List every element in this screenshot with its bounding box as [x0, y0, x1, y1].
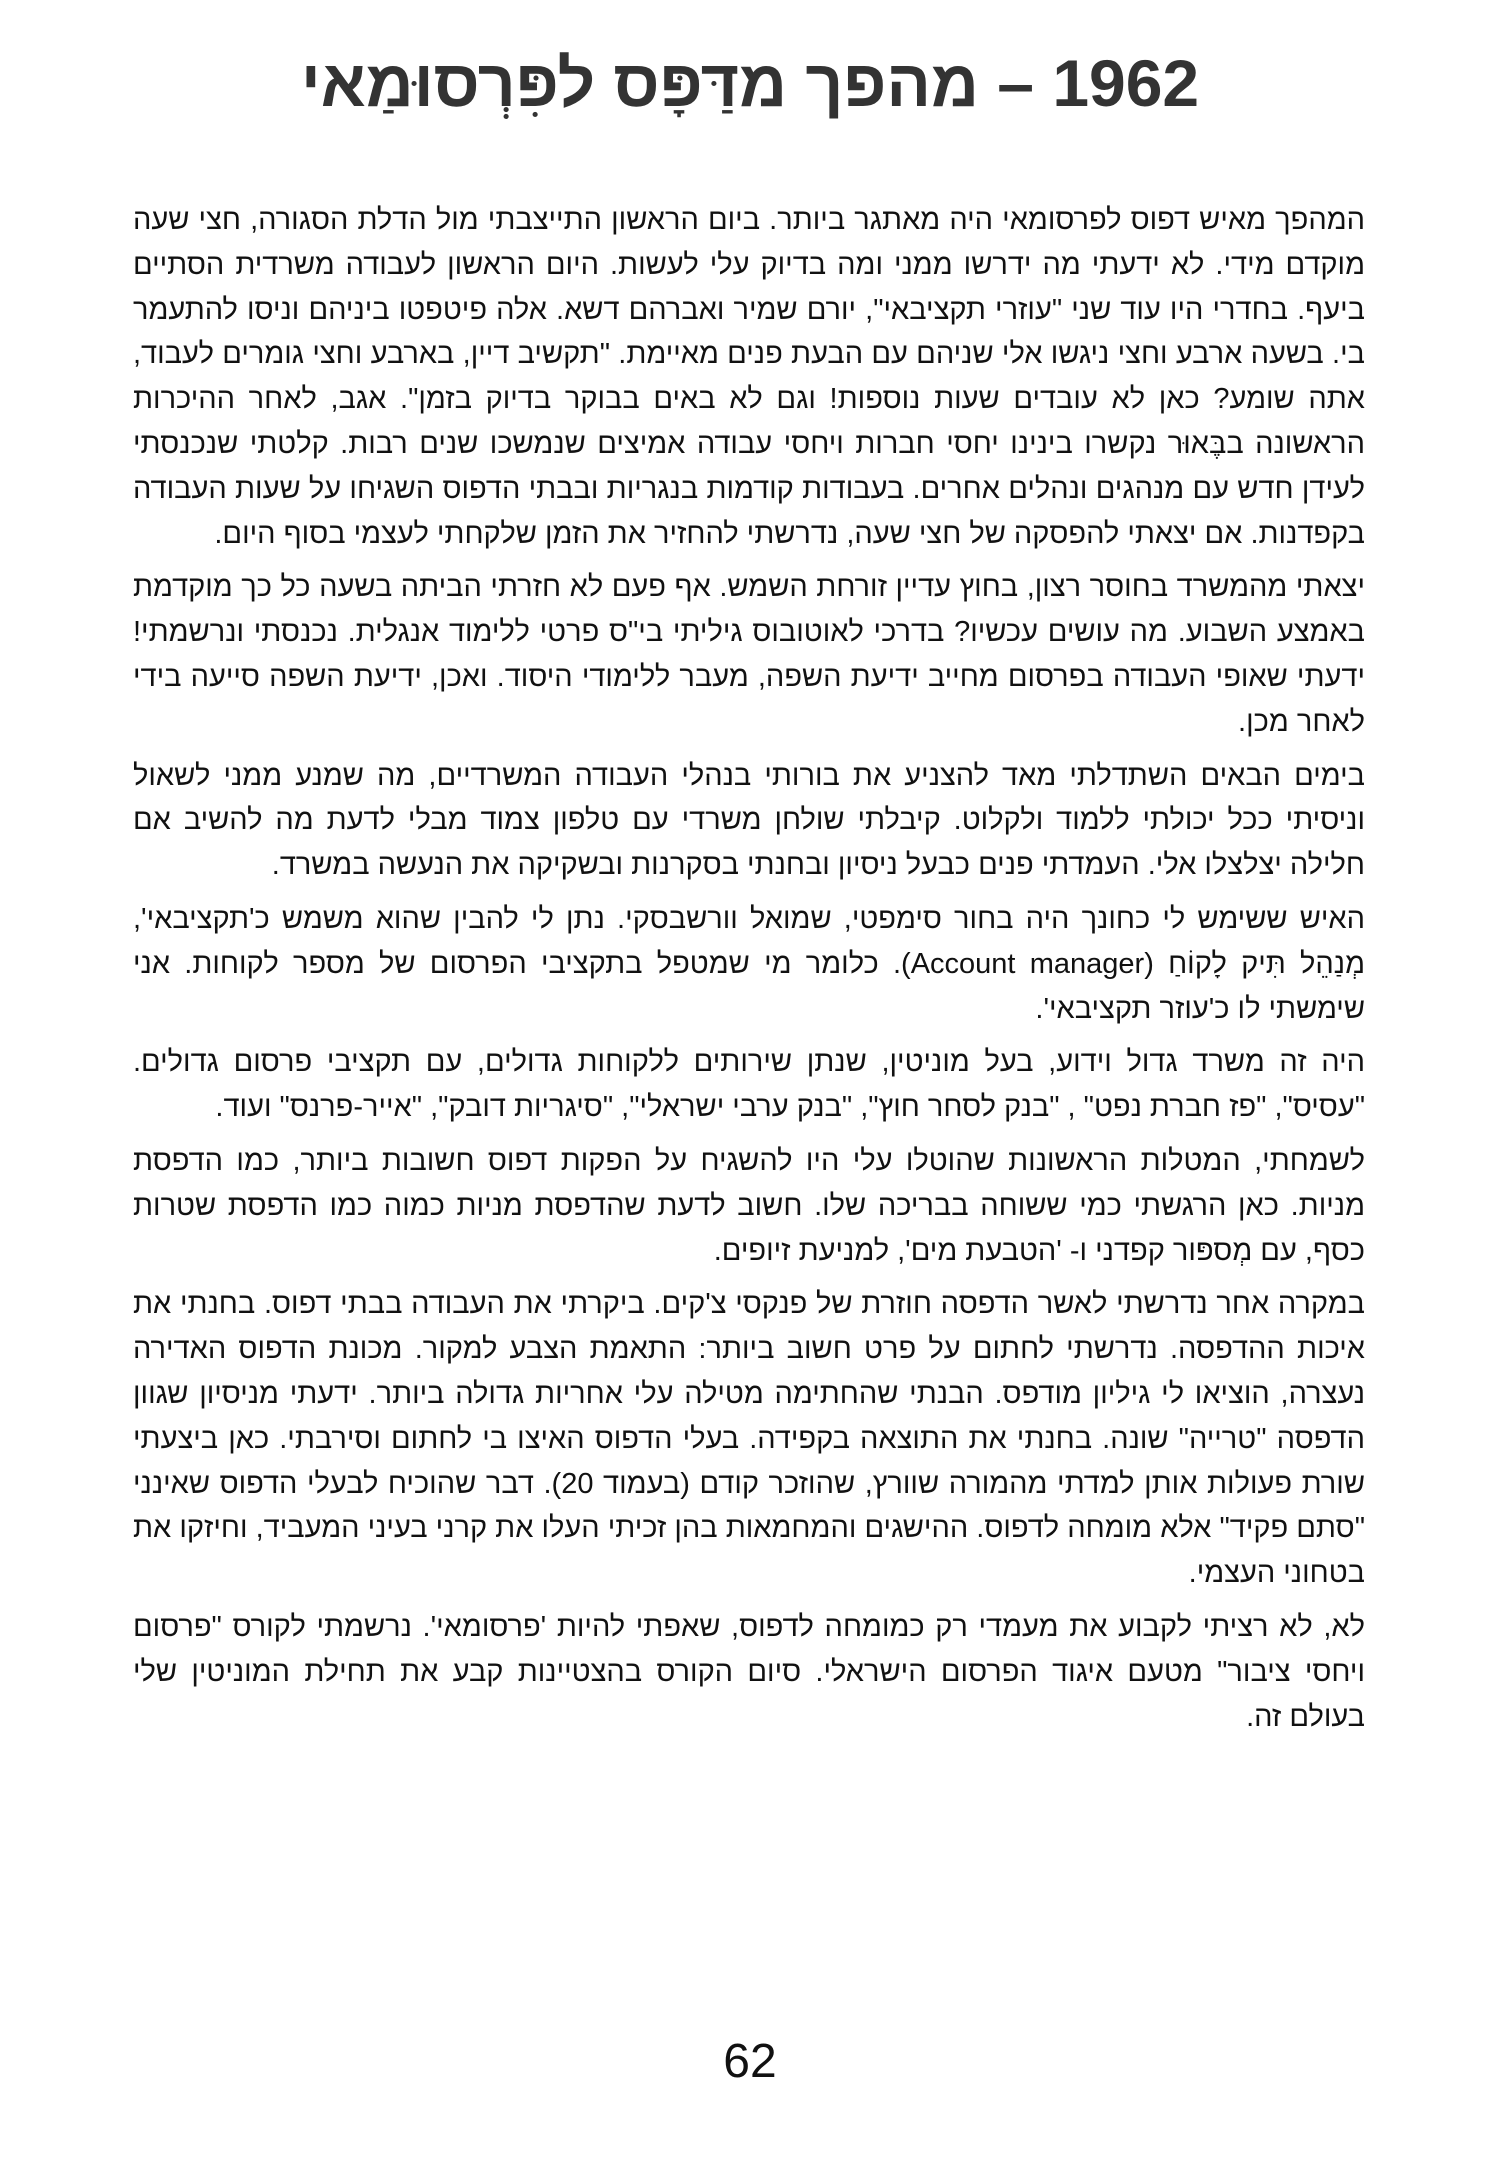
- page-title: [150, 38, 1350, 128]
- body-text: [133, 198, 1365, 1748]
- paragraph-5: היה זה משרד גדול וידוע, בעל מוניטין, שנתן שירותים ללקוחות גדולים, עם תקציבי פרסום גדולים. "עסיס", "פז חברת נפט" , "בנק לסחר חוץ", "בנק ערבי ישראלי", "סיגריות דובק", "אייר-פרנס" ועוד.: [133, 1046, 1365, 1124]
- paragraph-3: בימים הבאים השתדלתי מאד להצניע את בורותי בנהלי העבודה המשרדיים, מה שמנע ממני לשאול וניסיתי ככל יכולתי ללמוד ולקלוט. קיבלתי שולחן משרדי עם טלפון צמוד מבלי לדעת מה להשיב אם חלילה יצלצלו אלי. העמדתי פנים כבעל ניסיון ובחנתי בסקרנות ובשקיקה את הנעשה במשרד.: [133, 759, 1365, 882]
- paragraph-2: יצאתי מהמשרד בחוסר רצון, בחוץ עדיין זורחת השמש. אף פעם לא חזרתי הביתה בשעה כל כך מוקדמת באמצע השבוע. מה עושים עכשיו? בדרכי לאוטובוס גיליתי בי"ס פרטי ללימוד אנגלית. נכנסתי ונרשמתי! ידעתי שאופי העבודה בפרסום מחייב ידיעת השפה, מעבר ללימודי היסוד. ואכן, ידיעת השפה סייעה בידי לאחר מכן.: [133, 571, 1365, 738]
- paragraph-1: המהפך מאיש דפוס לפרסומאי היה מאתגר ביותר. ביום הראשון התייצבתי מול הדלת הסגורה, חצי שעה מוקדם מידי. לא ידעתי מה ידרשו ממני ומה בדיוק עלי לעשות. היום הראשון לעבודה משרדית הסתיים ביעף. בחדרי היו עוד שני "עוזרי תקציבאי", יורם שמיר ואברהם דשא. אלה פיטפטו ביניהם וניסו להתעמר בי. בשעה ארבע וחצי ניגשו אלי שניהם עם הבעת פנים מאיימת. "תקשיב דיין, בארבע וחצי גומרים לעבוד, אתה שומע? כאן לא עובדים שעות נוספות! וגם לא באים בבוקר בדיוק בזמן". אגב, לאחר ההיכרות הראשונה בבֶּאוּר נקשרו בינינו יחסי חברות ויחסי עבודה אמיצים שנמשכו שנים רבות. קלטתי שנכנסתי לעידן חדש עם מנהגים ונהלים אחרים. בעבודות קודמות בנגריות ובבתי הדפוס השגיחו על שעות העבודה בקפדנות. אם יצאתי להפסקה של חצי שעה, נדרשתי להחזיר את הזמן שלקחתי לעצמי בסוף היום.: [133, 204, 1365, 550]
- paragraph-4: האיש ששימש לי כחונך היה בחור סימפטי, שמואל וורשבסקי. נתן לי להבין שהוא משמש כ'תקציבאי', מְנַהֵל תִּיק לָקוֹחַ (Account manager). כלומר מי שמטפל בתקציבי הפרסום של מספר לקוחות. אני שימשתי לו כ'עוזר תקציבאי'.: [133, 902, 1366, 1025]
- paragraph-6: לשמחתי, המטלות הראשונות שהוטלו עלי היו להשגיח על הפקות דפוס חשובות ביותר, כמו הדפסת מניות. כאן הרגשתי כמי ששוחה בבריכה שלו. חשוב לדעת שהדפסת מניות כמוה כמו הדפסת שטרות כסף, עם מְספּור קפדני ו- 'הטבעת מים', למניעת זיופים.: [133, 1144, 1365, 1267]
- paragraph-7: במקרה אחר נדרשתי לאשר הדפסה חוזרת של פנקסי צ'קים. ביקרתי את העבודה בבתי דפוס. בחנתי את איכות ההדפסה. נדרשתי לחתום על פרט חשוב ביותר: התאמת הצבע למקור. מכונת הדפוס האדירה נעצרה, הוציאו לי גיליון מודפס. הבנתי שהחתימה מטילה עלי אחריות גדולה ביותר. ידעתי מניסיון שגוון הדפסה "טרייה" שונה. בחנתי את התוצאה בקפידה. בעלי הדפוס האיצו בי לחתום וסירבתי. כאן ביצעתי שורת פעולות אותן למדתי מהמורה שוורץ, שהוזכר קודם (בעמוד 20). דבר שהוכיח לבעלי הדפוס שאינני "סתם פקיד" אלא מומחה לדפוס. ההישגים והמחמאות בהן זכיתי העלו את קרני בעיני המעביד, וחיזקו את בטחוני העצמי.: [133, 1288, 1365, 1590]
- paragraph-8: לא, לא רציתי לקבוע את מעמדי רק כמומחה לדפוס, שאפתי להיות 'פרסומאי'. נרשמתי לקורס "פרסום ויחסי ציבור" מטעם איגוד הפרסום הישראלי. סיום הקורס בהצטיינות קבע את תחילת המוניטין שלי בעולם זה.: [133, 1610, 1365, 1733]
- page-title-plain: 1962 – מהפך מ: [739, 46, 1200, 120]
- page-title-bold: דַּפָּס לפִּרְסוּמַאי: [300, 46, 740, 120]
- page-number: 62: [723, 2035, 777, 2088]
